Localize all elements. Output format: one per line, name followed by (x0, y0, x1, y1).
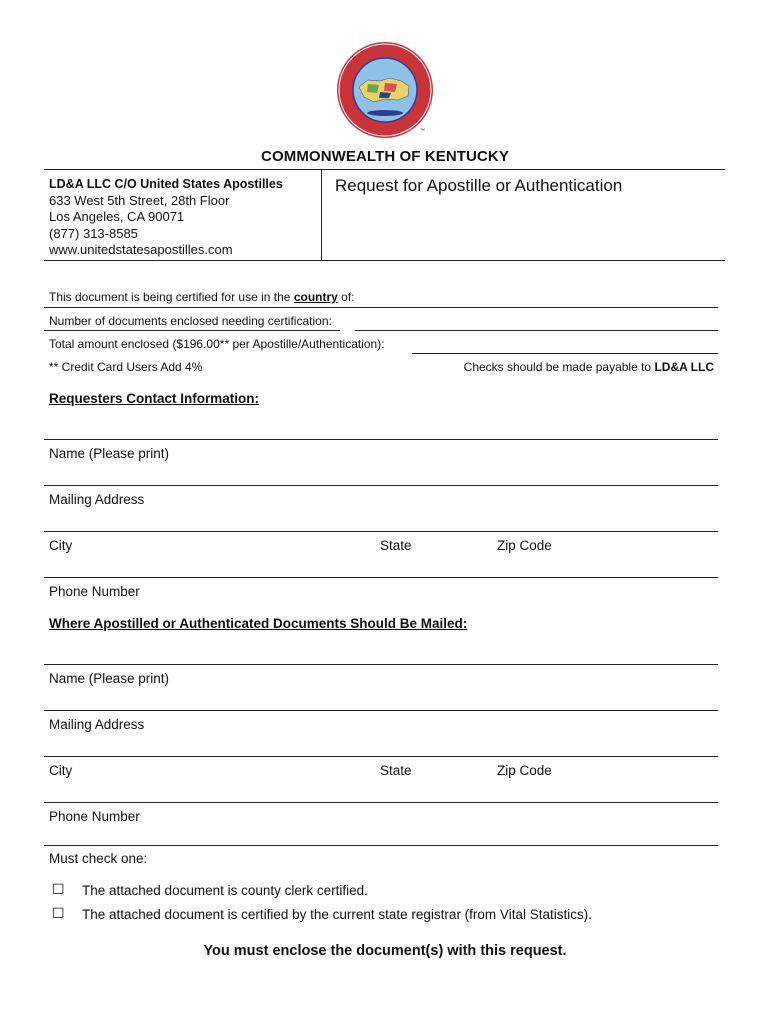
num-docs-label: Number of documents enclosed needing certification: (49, 314, 332, 328)
enclose-documents-note: You must enclose the document(s) with this request. (203, 943, 567, 959)
mailing-address-line[interactable] (44, 710, 718, 711)
country-line-label: This document is being certified for use in the country of: (49, 290, 355, 304)
num-docs-rule (44, 330, 340, 331)
requester-phone-label: Phone Number (49, 584, 140, 599)
company-address-line2: Los Angeles, CA 90071 (49, 209, 185, 224)
mailing-name-line[interactable] (44, 664, 718, 665)
state-registrar-option-label: The attached document is certified by the current state registrar (from Vital Statistics). (82, 907, 592, 922)
mailing-phone-label: Phone Number (49, 809, 140, 824)
mailing-heading: Where Apostilled or Authenticated Documents Should Be Mailed: (49, 616, 468, 631)
company-address-line1: 633 West 5th Street, 28th Floor (49, 192, 230, 208)
must-check-label: Must check one: (49, 851, 148, 866)
united-states-apostilles-seal (335, 40, 435, 140)
mailing-bottom-rule (44, 845, 718, 846)
page-title: COMMONWEALTH OF KENTUCKY (261, 148, 509, 165)
mailing-city-label: City (49, 763, 73, 778)
header-bottom-rule (44, 260, 725, 261)
mailing-name-label: Name (Please print) (49, 671, 170, 686)
checks-payable-note: Checks should be made payable to LD&A LLC (463, 360, 714, 374)
requester-heading: Requesters Contact Information: (49, 391, 260, 406)
header-top-rule (44, 169, 725, 170)
requester-zip-label: Zip Code (497, 538, 552, 553)
county-clerk-checkbox[interactable]: ☐ (52, 881, 65, 897)
requester-name-label: Name (Please print) (49, 446, 170, 461)
mailing-phone-line[interactable] (44, 802, 718, 803)
mailing-zip-label: Zip Code (497, 763, 552, 778)
requester-phone-line[interactable] (44, 577, 718, 578)
requester-city-line[interactable] (44, 531, 718, 532)
mailing-state-label: State (380, 763, 412, 778)
country-line (44, 307, 718, 308)
requester-mailing-label: Mailing Address (49, 492, 145, 507)
credit-card-note: ** Credit Card Users Add 4% (49, 360, 203, 374)
company-block (49, 176, 319, 259)
county-clerk-option-label: The attached document is county clerk certified. (82, 883, 368, 898)
mailing-address-label: Mailing Address (49, 717, 145, 732)
request-title: Request for Apostille or Authentication (335, 176, 623, 195)
company-name: LD&A LLC C/O United States Apostilles (49, 177, 283, 191)
total-amount-label: Total amount enclosed ($196.00** per Apostille/Authentication): (49, 337, 385, 351)
header-divider (321, 169, 322, 261)
mailing-city-line[interactable] (44, 756, 718, 757)
state-registrar-checkbox[interactable]: ☐ (52, 905, 65, 921)
num-docs-input-line[interactable] (355, 330, 718, 331)
requester-mailing-line[interactable] (44, 485, 718, 486)
requester-state-label: State (380, 538, 412, 553)
trademark-mark: ™ (420, 128, 425, 134)
company-phone: (877) 313-8585 (49, 225, 138, 241)
total-amount-input-line[interactable] (412, 353, 718, 354)
company-website[interactable]: www.unitedstatesapostilles.com (49, 242, 233, 257)
requester-city-label: City (49, 538, 73, 553)
requester-name-line[interactable] (44, 439, 718, 440)
